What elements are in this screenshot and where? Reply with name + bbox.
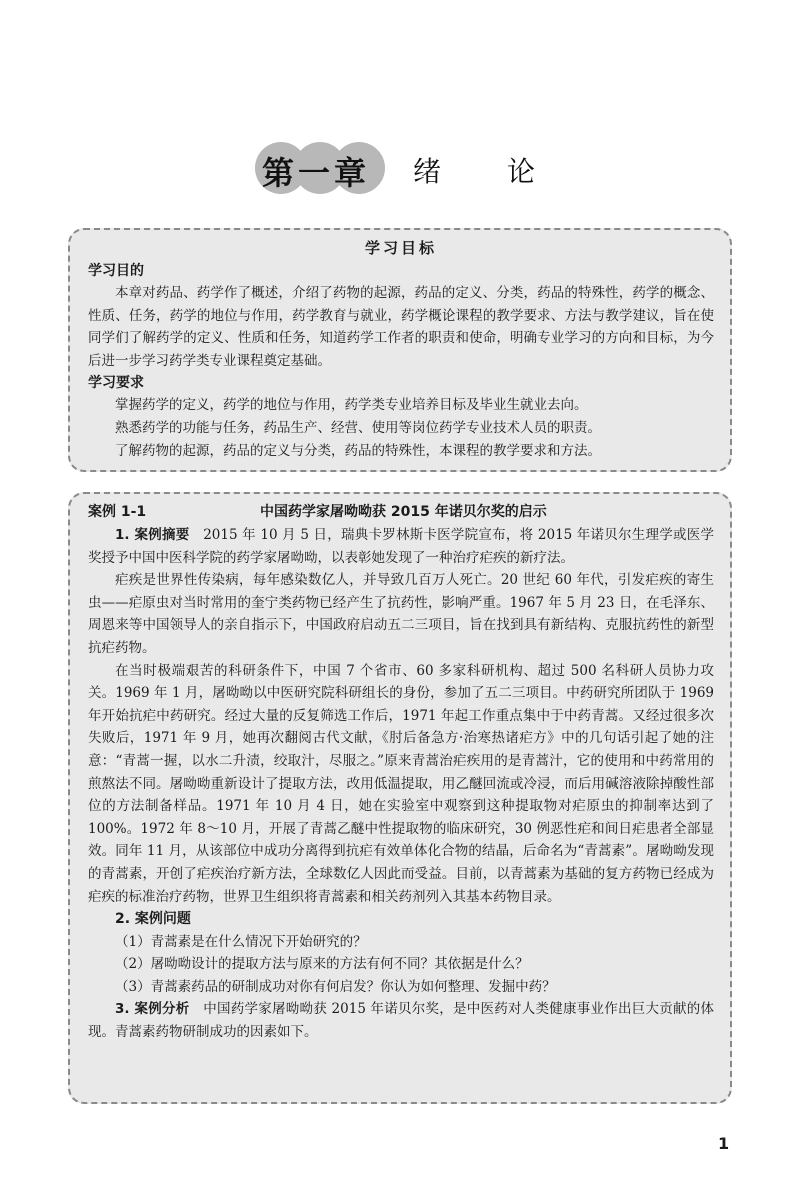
page-number: 1 <box>718 1134 730 1153</box>
purpose-label: 学习目的 <box>88 263 144 279</box>
case-summary <box>88 524 714 569</box>
question-item: （1）青蒿素是在什么情况下开始研究的？ <box>115 933 367 950</box>
case-header <box>88 500 714 524</box>
requirement-item: 掌握药学的定义，药学的地位与作用，药学类专业培养目标及毕业生就业去向。 <box>115 397 588 414</box>
analysis-label: 3. 案例分析 <box>115 1001 190 1018</box>
chapter-title: 绪论 <box>413 155 602 188</box>
summary-label: 1. 案例摘要 <box>115 527 190 543</box>
case-study-box <box>68 492 732 1104</box>
learning-objectives-box <box>68 228 732 472</box>
case-paragraph: 疟疾是世界性传染病，每年感染数亿人，并导致几百万人死亡。20 世纪 60 年代，引发疟疾的寄生虫——疟原虫对当时常用的奎宁类药物已经产生了抗药性，影响严重。1967 年 5 月 23 日，在毛泽东、周恩来等中国领导人的亲自指示下，中国政府启动五二三项目，旨在找到具有新结构、克服抗药性的新型抗疟药物。 <box>88 572 714 656</box>
case-paragraph: 在当时极端艰苦的科研条件下，中国 7 个省市、60 多家科研机构、超过 500 名科研人员协力攻关。1969 年 1 月，屠呦呦以中医研究院科研组长的身份，参加了五二三项目。中药研究所团队于 1969 年开始抗疟中药研究。经过大量的反复筛选工作后，1971 年起工作重点集中于中药青蒿。又经过很多次失败后，1971 年 9 月，她再次翻阅古代文献，《肘后备急方·治寒热诸疟方》中的几句话引起了她的注意：“青蒿一握，以水二升渍，绞取汁，尽服之。”原来青蒿治疟疾用的是青蒿汁，它的使用和中药常用的煎熬法不同。屠呦呦重新设计了提取方法，改用低温提取，用乙醚回流或冷浸，而后用碱溶液除掉酸性部位的方法制备样品。1971 年 10 月 4 日，她在实验室中观察到这种提取物对疟原虫的抑制率达到了 100%。1972 年 8～10 月，开展了青蒿乙醚中性提取物的临床研究，30 例恶性疟和间日疟患者全部显效。同年 11 月，从该部位中成功分离得到抗疟有效单体化合物的结晶，后命名为“青蒿素”。屠呦呦发现的青蒿素，开创了疟疾治疗新方法，全球数亿人因此而受益。目前，以青蒿素为基础的复方药物已经成为疟疾的标准治疗药物，世界卫生组织将青蒿素和相关药剂列入其基本药物目录。 <box>88 662 714 905</box>
question-item: （2）屠呦呦设计的提取方法与原来的方法有何不同？其依据是什么？ <box>115 956 529 973</box>
case-title: 中国药学家屠呦呦获 2015 年诺贝尔奖的启示 <box>260 504 547 520</box>
questions-label: 2. 案例问题 <box>115 911 191 928</box>
requirements-label: 学习要求 <box>88 375 144 392</box>
purpose-text: 本章对药品、药学作了概述，介绍了药物的起源，药品的定义、分类，药品的特殊性，药学的概念、性质、任务，药学的地位与作用，药学教育与就业，药学概论课程的教学要求、方法与教学建议，旨在使同学们了解药学的定义、性质和任务，知道药学工作者的职责和使命，明确专业学习的方向和目标，为今后进一步学习药学类专业课程奠定基础。 <box>88 285 714 369</box>
question-item: （3）青蒿素药品的研制成功对你有何启发？你认为如何整理、发掘中药？ <box>115 978 556 995</box>
case-analysis <box>88 998 714 1043</box>
objectives-heading: 学习目标 <box>364 239 437 257</box>
chapter-number: 第一章 <box>262 154 371 192</box>
requirement-item: 了解药物的起源，药品的定义与分类，药品的特殊性，本课程的教学要求和方法。 <box>115 442 601 459</box>
chapter-header <box>0 142 800 192</box>
analysis-text: 中国药学家屠呦呦获 2015 年诺贝尔奖，是中医药对人类健康事业作出巨大贡献的体现。青蒿素药物研制成功的因素如下。 <box>88 1001 714 1041</box>
summary-text: 2015 年 10 月 5 日，瑞典卡罗林斯卡医学院宣布，将 2015 年诺贝尔生理学或医学奖授予中国中医科学院的药学家屠呦呦，以表彰她发现了一种治疗疟疾的新疗法。 <box>88 527 714 566</box>
case-label: 案例 1-1 <box>88 504 147 520</box>
requirement-item: 熟悉药学的功能与任务，药品生产、经营、使用等岗位药学专业技术人员的职责。 <box>115 419 601 436</box>
